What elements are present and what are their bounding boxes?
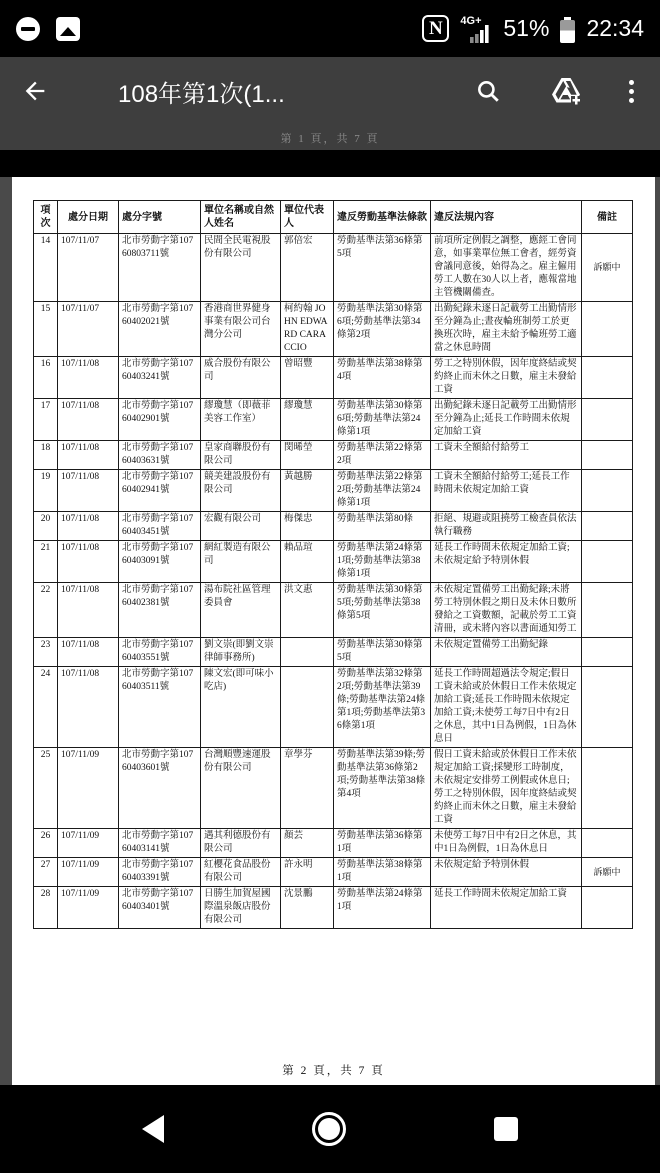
table-cell: 16 (34, 357, 58, 399)
do-not-disturb-icon (16, 17, 40, 41)
table-row (34, 234, 633, 302)
table-cell: 勞動基準法第36條第5項 (334, 234, 431, 302)
table-cell: 107/11/09 (58, 748, 119, 829)
table-cell (582, 583, 633, 638)
table-row (34, 887, 633, 929)
table-cell: 勞動基準法第36條第1項 (334, 829, 431, 858)
table-cell: 北市勞動字第10760803711號 (119, 234, 201, 302)
header-cell: 備註 (582, 201, 633, 234)
table-cell: 勞動基準法第32條第2項;勞動基準法第39條;勞動基準法第24條第1項;勞動基準法第36條第1項 (334, 667, 431, 748)
page-indicator-bottom: 第 2 頁，共 7 頁 (282, 1065, 385, 1077)
table-cell: 閔晞塋 (281, 441, 334, 470)
table-cell: 前項所定例假之調整，應經工會同意，如事業單位無工會者，經勞資會議同意後，始得為之。雇主僱用勞工人數在30人以上者，應報當地主管機關備查。 (431, 234, 582, 302)
nav-recents-icon[interactable] (494, 1117, 518, 1141)
table-cell: 北市勞動字第10760402381號 (119, 583, 201, 638)
pdf-page (12, 177, 655, 1085)
table-cell: 107/11/08 (58, 541, 119, 583)
pdf-viewer-toolbar (0, 57, 660, 125)
table-cell: 勞動基準法第24條第1項;勞動基準法第38條第1項 (334, 541, 431, 583)
table-cell: 洪文惠 (281, 583, 334, 638)
table-cell: 湯布院社區管理委員會 (201, 583, 281, 638)
table-cell: 北市勞動字第10760403631號 (119, 441, 201, 470)
table-cell (281, 638, 334, 667)
table-cell: 勞動基準法第38條第4項 (334, 357, 431, 399)
table-cell: 北市勞動字第10760403401號 (119, 887, 201, 929)
table-cell: 北市勞動字第10760402901號 (119, 399, 201, 441)
table-cell: 22 (34, 583, 58, 638)
table-row (34, 858, 633, 887)
table-cell: 出勤紀錄未逐日記載勞工出勤情形至分鐘為止;晝夜輪班制勞工於更換班次時，雇主未給予輪班勞工適當之休息時間 (431, 302, 582, 357)
table-row (34, 638, 633, 667)
nav-home-icon[interactable] (312, 1112, 346, 1146)
table-cell (582, 887, 633, 929)
drive-add-icon[interactable] (551, 76, 581, 106)
table-cell: 訴願中 (582, 858, 633, 887)
table-cell: 勞動基準法第24條第1項 (334, 887, 431, 929)
table-cell: 香港商世界健身事業有限公司台灣分公司 (201, 302, 281, 357)
header-cell: 處分日期 (58, 201, 119, 234)
table-cell (582, 667, 633, 748)
pdf-scroll-area[interactable] (0, 177, 660, 1085)
table-cell (582, 748, 633, 829)
table-cell: 賴品瑄 (281, 541, 334, 583)
page-indicator-top-label: 第 1 頁，共 7 頁 (280, 132, 380, 145)
table-cell: 北市勞動字第10760403511號 (119, 667, 201, 748)
status-bar-right (422, 15, 644, 43)
table-header-row (34, 201, 633, 234)
table-cell: 威合股份有限公司 (201, 357, 281, 399)
gallery-icon (56, 17, 80, 41)
table-cell: 北市勞動字第10760402941號 (119, 470, 201, 512)
overflow-menu-icon[interactable] (629, 80, 634, 103)
nfc-icon: N (422, 15, 449, 42)
table-cell: 勞動基準法第30條第5項 (334, 638, 431, 667)
table-cell: 出勤紀錄未逐日記載勞工出勤情形至分鐘為止;延長工作時間未依規定加給工資 (431, 399, 582, 441)
table-cell: 北市勞動字第10760403141號 (119, 829, 201, 858)
table-cell: 15 (34, 302, 58, 357)
table-row (34, 748, 633, 829)
table-cell: 24 (34, 667, 58, 748)
header-cell: 單位名稱或自然人姓名 (201, 201, 281, 234)
table-cell: 假日工資未給或於休假日工作未依規定加給工資;採變形工時制度，未依規定安排勞工例假或休息日;勞工之特別休假，因年度終結或契約終止而未休之日數，雇主未發給工資 (431, 748, 582, 829)
table-cell (281, 667, 334, 748)
table-cell: 107/11/07 (58, 302, 119, 357)
table-cell: 北市勞動字第10760403391號 (119, 858, 201, 887)
status-bar (0, 0, 660, 57)
table-cell: 107/11/08 (58, 512, 119, 541)
table-cell: 日勝生加賀屋國際溫泉飯店股份有限公司 (201, 887, 281, 929)
signal-icon (460, 15, 492, 43)
table-cell: 顏芸 (281, 829, 334, 858)
table-cell: 黃越勝 (281, 470, 334, 512)
table-cell: 勞動基準法第30條第6項;勞動基準法第24條第1項 (334, 399, 431, 441)
header-cell: 單位代表人 (281, 201, 334, 234)
table-cell: 勞動基準法第30條第5項;勞動基準法第38條第5項 (334, 583, 431, 638)
table-cell: 北市勞動字第10760403601號 (119, 748, 201, 829)
table-cell: 北市勞動字第10760402021號 (119, 302, 201, 357)
network-type-label: 4G+ (460, 14, 482, 27)
table-cell: 107/11/08 (58, 583, 119, 638)
table-cell: 21 (34, 541, 58, 583)
table-cell: 未使勞工每7日中有2日之休息，其中1日為例假，1日為休息日 (431, 829, 582, 858)
table-cell: 工資未全額給付給勞工;延長工作時間未依規定加給工資 (431, 470, 582, 512)
table-row (34, 441, 633, 470)
table-cell: 未依規定置備勞工出勤紀錄;未將勞工特別休假之期日及未休日數所發給之工資數額，記載於勞工工資清冊，或未將內容以書面通知勞工 (431, 583, 582, 638)
table-cell (582, 829, 633, 858)
table-cell: 勞動基準法第22條第2項;勞動基準法第24條第1項 (334, 470, 431, 512)
table-cell: 章學芬 (281, 748, 334, 829)
table-cell: 勞動基準法第38條第1項 (334, 858, 431, 887)
table-cell: 拒絕、規避或阻撓勞工檢查員依法執行職務 (431, 512, 582, 541)
header-cell: 違反法規內容 (431, 201, 582, 234)
table-row (34, 399, 633, 441)
table-cell: 台灣順豐速運股份有限公司 (201, 748, 281, 829)
table-cell: 許永明 (281, 858, 334, 887)
table-cell: 訴願中 (582, 234, 633, 302)
table-cell: 23 (34, 638, 58, 667)
table-cell: 北市勞動字第10760403241號 (119, 357, 201, 399)
table-cell (582, 441, 633, 470)
table-cell: 勞動基準法第22條第2項 (334, 441, 431, 470)
table-cell: 延長工作時間未依規定加給工資 (431, 887, 582, 929)
table-cell: 北市勞動字第10760403551號 (119, 638, 201, 667)
search-icon[interactable] (473, 76, 503, 106)
table-cell: 107/11/09 (58, 887, 119, 929)
document-title: 108年第1次(1... (118, 80, 285, 108)
table-cell: 網紅製造有限公司 (201, 541, 281, 583)
table-cell: 延長工作時間超過法令規定;假日工資未給或於休假日工作未依規定加給工資;延長工作時間未依規定加給工資;未使勞工每7日中有2日之休息，其中1日為例假，1日為休息日 (431, 667, 582, 748)
table-cell: 紅櫻花食品股份有限公司 (201, 858, 281, 887)
table-cell: 北市勞動字第10760403451號 (119, 512, 201, 541)
table-cell: 勞動基準法第30條第6項;勞動基準法第34條第2項 (334, 302, 431, 357)
table-cell: 郭倍宏 (281, 234, 334, 302)
table-cell (582, 638, 633, 667)
table-row (34, 667, 633, 748)
table-cell: 107/11/09 (58, 858, 119, 887)
table-row (34, 302, 633, 357)
table-row (34, 470, 633, 512)
back-arrow-icon[interactable] (20, 76, 50, 106)
table-cell: 勞動基準法第39條;勞動基準法第36條第2項;勞動基準法第38條第4項 (334, 748, 431, 829)
table-cell (582, 357, 633, 399)
table-row (34, 541, 633, 583)
table-cell: 勞工之特別休假，因年度終結或契約終止而未休之日數，雇主未發給工資 (431, 357, 582, 399)
android-nav-bar (0, 1085, 660, 1173)
battery-percent-label: 51% (503, 15, 550, 41)
table-cell: 28 (34, 887, 58, 929)
table-cell: 18 (34, 441, 58, 470)
table-cell: 陳文宏(即可味小吃店) (201, 667, 281, 748)
table-cell: 14 (34, 234, 58, 302)
table-cell: 梅傑忠 (281, 512, 334, 541)
table-cell: 曾昭豐 (281, 357, 334, 399)
table-cell (582, 302, 633, 357)
table-cell: 延長工作時間未依規定加給工資;未依規定給予特別休假 (431, 541, 582, 583)
table-cell: 107/11/08 (58, 667, 119, 748)
page-gap (0, 150, 660, 177)
header-cell: 項次 (34, 201, 58, 234)
header-cell: 處分字號 (119, 201, 201, 234)
table-cell: 沈景鵬 (281, 887, 334, 929)
table-cell: 勞動基準法第80條 (334, 512, 431, 541)
table-row (34, 512, 633, 541)
table-cell: 繆瓊慧 (281, 399, 334, 441)
table-cell (582, 541, 633, 583)
table-cell: 民間全民電視股份有限公司 (201, 234, 281, 302)
table-cell: 工資未全額給付給勞工 (431, 441, 582, 470)
violation-table (33, 200, 633, 929)
table-cell: 20 (34, 512, 58, 541)
table-cell: 107/11/08 (58, 357, 119, 399)
table-cell: 27 (34, 858, 58, 887)
status-bar-left (16, 17, 80, 41)
table-cell (582, 512, 633, 541)
table-cell: 皇家商聯股份有限公司 (201, 441, 281, 470)
table-cell: 107/11/08 (58, 470, 119, 512)
table-cell: 劉文崇(即劉文崇律師事務所) (201, 638, 281, 667)
table-cell (582, 399, 633, 441)
header-cell: 違反勞動基準法條款 (334, 201, 431, 234)
table-row (34, 829, 633, 858)
table-cell: 107/11/09 (58, 829, 119, 858)
table-cell: 未依規定置備勞工出勤紀錄 (431, 638, 582, 667)
table-cell: 宏觀有限公司 (201, 512, 281, 541)
page-indicator-top (0, 125, 660, 150)
clock-label: 22:34 (586, 15, 644, 41)
table-cell: 柯約翰 JOHN EDWARD CARACCIO (281, 302, 334, 357)
table-cell: 遇其利德股份有限公司 (201, 829, 281, 858)
table-cell: 17 (34, 399, 58, 441)
table-cell: 25 (34, 748, 58, 829)
table-cell: 107/11/08 (58, 638, 119, 667)
table-cell: 107/11/08 (58, 441, 119, 470)
toolbar-actions (473, 76, 634, 106)
table-cell: 26 (34, 829, 58, 858)
battery-icon (560, 17, 575, 43)
table-row (34, 357, 633, 399)
table-cell: 繆瓊慧（即薇菲美容工作室） (201, 399, 281, 441)
table-cell: 未依規定給予特別休假 (431, 858, 582, 887)
table-cell: 107/11/07 (58, 234, 119, 302)
table-body (34, 234, 633, 929)
table-cell: 107/11/08 (58, 399, 119, 441)
table-row (34, 583, 633, 638)
table-cell (582, 470, 633, 512)
table-cell: 競美建設股份有限公司 (201, 470, 281, 512)
table-cell: 19 (34, 470, 58, 512)
table-cell: 北市勞動字第10760403091號 (119, 541, 201, 583)
nav-back-icon[interactable] (142, 1115, 164, 1143)
